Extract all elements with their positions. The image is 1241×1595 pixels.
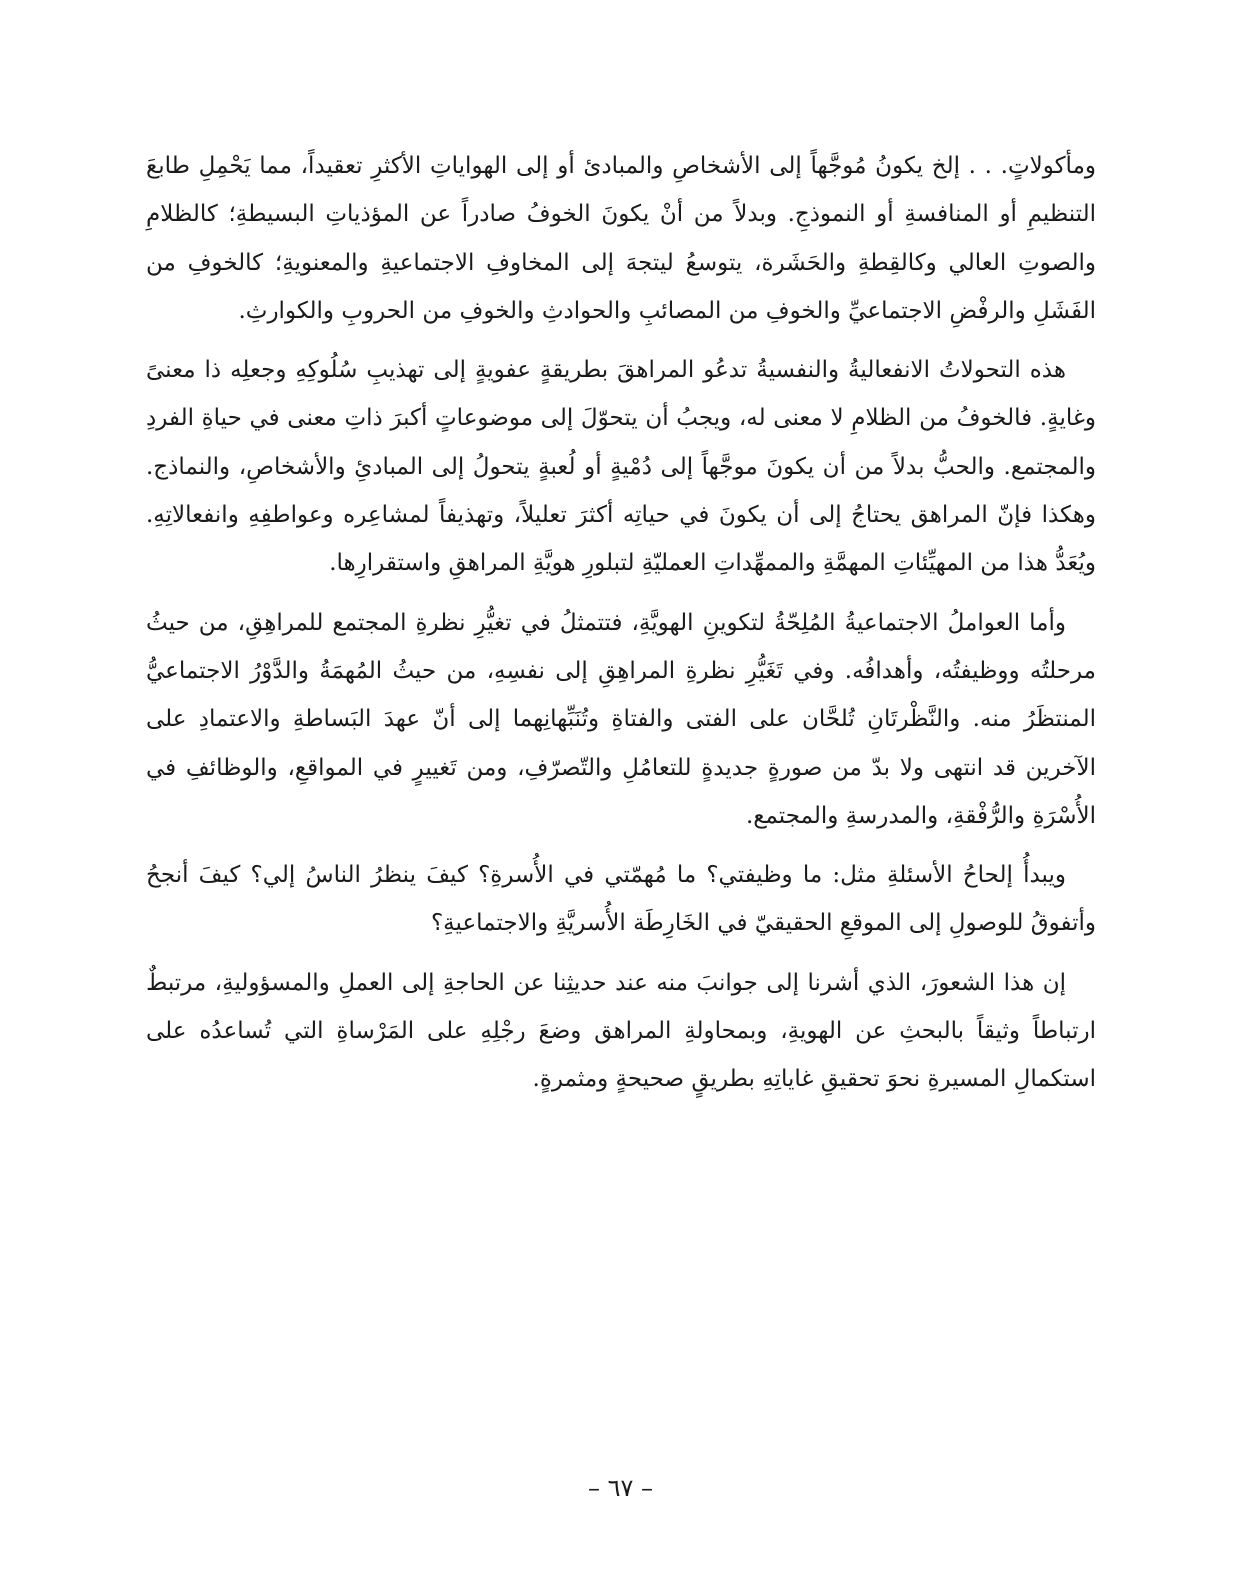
paragraph-questions: ويبدأُ إلحاحُ الأسئلةِ مثل: ما وظيفتي؟ ما مُهمّتي في الأُسرةِ؟ كيفَ ينظرُ الناسُ إلي؟ كيفَ أنجحُ وأتفوقُ للوصولِ إلى الموقعِ الحقيقيّ في الخَارِطَة الأُسريَّةِ والاجتماعيةِ؟ (146, 862, 1096, 937)
page-number: – ٦٧ – (587, 1474, 654, 1502)
paragraph-emotional-transformations: هذه التحولاتُ الانفعاليةُ والنفسيةُ تدعُو المراهقَ بطريقةٍ عفويةٍ إلى تهذيبِ سُلُوكِهِ وجعلِه ذا معنىً وغايةٍ. فالخوفُ من الظلامِ لا معنى له، ويجبُ أن يتحوّلَ إلى موضوعاتٍ أكبرَ ذاتِ معنى في حياةِ الفردِ والمجتمع. والحبُّ بدلاً من أن يكونَ موجَّهاً إلى دُمْيةٍ أو لُعبةٍ يتحولُ إلى المبادئِ والأشخاصِ، والنماذج. وهكذا فإنّ المراهق يحتاجُ إلى أن يكونَ في حياتِه أكثرَ تعليلاً، وتهذيفاً لمشاعِره وعواطفِهِ وانفعالاتِهِ. ويُعَدُّ هذا من المهيِّئاتِ المهمَّةِ والممهِّداتِ العمليّةِ لتبلورِ هويَّةِ المراهقِ واستقرارِها. (146, 357, 1096, 577)
paragraph-continuation: ومأكولاتٍ. . . إلخ يكونُ مُوجَّهاً إلى الأشخاصِ والمبادئ أو إلى الهواياتِ الأكثرِ تعقيداً، مما يَحْمِلِ طابعَ التنظيمِ أو المنافسةِ أو النموذجِ. وبدلاً من أنْ يكونَ الخوفُ صادراً عن المؤذياتِ البسيطةِ؛ كالظلامِ والصوتِ العالي وكالقِطةِ والحَشَرة، يتوسعُ ليتجهَ إلى المخاوفِ الاجتماعيةِ والمعنويةِ؛ كالخوفِ من الفَشَلِ والرفْضِ الاجتماعيِّ والخوفِ من المصائبِ والحوادثِ والخوفِ من الحروبِ والكوارثِ. (146, 153, 1096, 324)
paragraph-social-factors: وأما العواملُ الاجتماعيةُ المُلِحّةُ لتكوينِ الهويَّةِ، فتتمثلُ في تغيُّرِ نظرةِ المجتمع للمراهِقِ، من حيثُ مرحلتُه ووظيفتُه، وأهدافُه. وفي تَغَيُّرِ نظرةِ المراهِقِ إلى نفسِهِ، من حيثُ المُهمَةُ والدَّوْرُ الاجتماعيُّ المنتظَرُ منه. والنَّظْرتَانِ تُلحَّان على الفتى والفتاةِ وتُنَبِّهانِهما إلى أنّ عهدَ البَساطةِ والاعتمادِ على الآخرين قد انتهى ولا بدّ من صورةٍ جديدةٍ للتعامُلِ والتّصرّفِ، ومن تَغييرٍ في المواقعِ، والوظائفِ في الأُسْرَةِ والرُّفْقةِ، والمدرسةِ والمجتمع. (146, 609, 1096, 829)
body-text (146, 142, 1096, 1115)
paragraph-identity-search: إن هذا الشعورَ، الذي أشرنا إلى جوانبَ منه عند حديثِنا عن الحاجةِ إلى العملِ والمسؤوليةِ، مرتبطٌ ارتباطاً وثيقاً بالبحثِ عن الهويةِ، وبمحاولةِ المراهق وضعَ رجْلِهِ على المَرْساةِ التي تُساعدُه على استكمالِ المسيرةِ نحوَ تحقيقِ غاياتِهِ بطريقٍ صحيحةٍ ومثمرةٍ. (146, 969, 1096, 1093)
